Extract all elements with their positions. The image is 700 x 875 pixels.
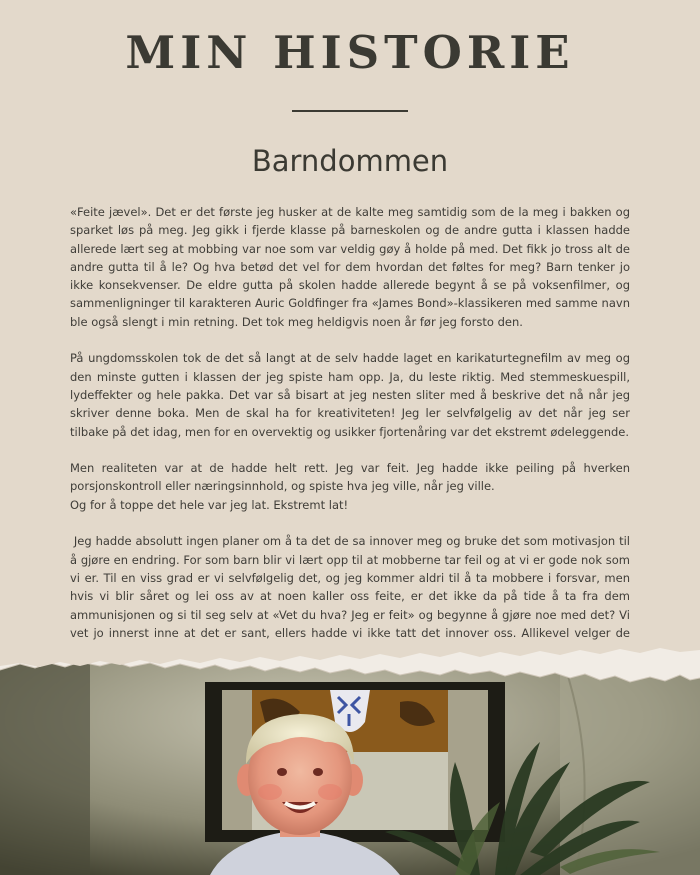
paragraph-2: På ungdomsskolen tok de det så langt at de selv hadde laget en karikaturtegnefilm av meg og den minste gutten i klassen der jeg spiste ham opp. Ja, du leste riktig. Med stemmeskuespill, lydeffekter og hele pakka. Det var så bisart at jeg nesten sliter med å beskrive det nå når jeg skriver denne boka. Men de skal ha for kreativiteten! Jeg ler selvfølgelig av det når jeg ser tilbake på det idag, men for en overvektig og usikker fjortenåring var det ekstremt ødeleggende. <box>70 351 630 439</box>
torn-paper-edge <box>0 640 700 700</box>
paragraph-5: Jeg hadde absolutt ingen planer om å ta det de sa innover meg og bruke det som motivasjon til å gjøre en endring. For som barn blir vi lært opp til at mobberne tar feil og at vi er gode nok som vi er. Til en viss grad er vi selvfølgelig det, og jeg kommer aldri til å ta mobbere i forsvar, men hvis vi blir såret og lei oss av at noen kaller oss feite, er det ikke da på tide å ta fra dem ammunisjonen og si til seg selv at «Vet du hva? Jeg er feit» og begynne å gjøre noe med det? Vi vet jo innerst inne at det er sant, ellers hadde vi ikke tatt det innover oss. Allikevel velger de <box>70 534 630 640</box>
paragraph-4: Og for å toppe det hele var jeg lat. Ekstremt lat! <box>70 497 349 512</box>
title-divider <box>292 110 408 112</box>
page-title: MIN HISTORIE <box>125 26 575 79</box>
paragraph-1: «Feite jævel». Det er det første jeg husker at de kalte meg samtidig som de la meg i bakken og sparket løs på meg. Jeg gikk i fjerde klasse på barneskolen og de andre gutta i klassen hadde allerede lært seg at mobbing var noe som var veldig gøy å holde på med. Det fikk jo tross alt de andre gutta til å le? Og hva betød det vel for dem hvordan det føltes for meg? Barn tenker jo ikke konsekvenser. De eldre gutta på skolen hadde allerede begynt å se på voksenfilmer, og sammenligninger til karakteren Auric Goldfinger fra «James Bond»-klassikeren med samme navn ble også slengt i min retning. Det tok meg heldigvis noen år før jeg forsto den. <box>70 205 630 329</box>
paragraph-3: Men realiteten var at de hadde helt rett. Jeg var feit. Jeg hadde ikke peiling på hverken porsjonskontroll eller næringsinnhold, og spiste hva jeg ville, når jeg ville. <box>70 461 630 494</box>
story-text <box>70 203 630 679</box>
section-heading: Barndommen <box>251 144 449 178</box>
